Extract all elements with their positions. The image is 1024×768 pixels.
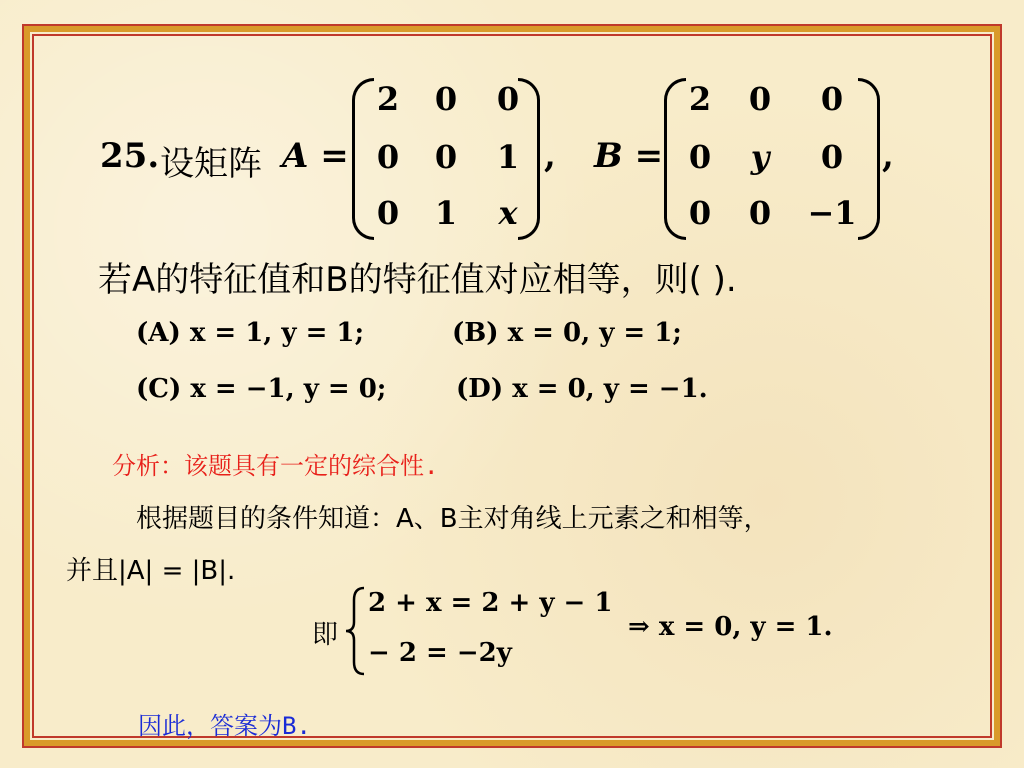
analysis-heading: 分析：该题具有一定的综合性. bbox=[112, 452, 439, 480]
option-c: (C) x = −1, y = 0; bbox=[136, 374, 387, 404]
matrix-a-cell: x bbox=[498, 194, 518, 232]
matrix-b-label: B = bbox=[594, 136, 664, 176]
matrix-a-cell: 0 bbox=[376, 194, 400, 232]
matrix-a-cell: 0 bbox=[496, 80, 520, 118]
matrix-b-cell: −1 bbox=[807, 194, 857, 232]
matrix-a-cell: 0 bbox=[434, 138, 458, 176]
ji-label: 即 bbox=[312, 620, 339, 650]
comma-1: , bbox=[544, 136, 556, 176]
problem-condition: 若A的特征值和B的特征值对应相等，则( ). bbox=[98, 260, 737, 300]
analysis-line-1: 根据题目的条件知道：A、B主对角线上元素之和相等， bbox=[136, 504, 770, 534]
left-brace-icon bbox=[344, 586, 368, 676]
equation-1: 2 + x = 2 + y − 1 bbox=[368, 588, 613, 618]
matrix-a-label: A = bbox=[282, 136, 349, 176]
problem-intro: 设矩阵 bbox=[160, 144, 262, 184]
matrix-b-cell: 0 bbox=[820, 138, 844, 176]
matrix-b-cell: y bbox=[750, 138, 770, 176]
matrix-b-cell: 0 bbox=[688, 194, 712, 232]
matrix-b-cell: 0 bbox=[820, 80, 844, 118]
matrix-a-cell: 0 bbox=[434, 80, 458, 118]
analysis-line-2: 并且|A| = |B|. bbox=[66, 556, 236, 586]
equation-2: − 2 = −2y bbox=[368, 638, 512, 668]
option-a: (A) x = 1, y = 1; bbox=[136, 318, 365, 348]
matrix-a-cell: 2 bbox=[376, 80, 400, 118]
matrix-a-cell: 0 bbox=[376, 138, 400, 176]
matrix-b-cell: 0 bbox=[748, 80, 772, 118]
problem-number: 25. bbox=[100, 136, 160, 176]
matrix-b-cell: 0 bbox=[748, 194, 772, 232]
conclusion: 因此，答案为B. bbox=[138, 712, 311, 740]
equation-result: ⇒ x = 0, y = 1. bbox=[628, 612, 833, 642]
matrix-a-cell: 1 bbox=[496, 138, 520, 176]
option-b: (B) x = 0, y = 1; bbox=[452, 318, 682, 348]
comma-2: , bbox=[882, 136, 894, 176]
matrix-b-cell: 2 bbox=[688, 80, 712, 118]
matrix-a-cell: 1 bbox=[434, 194, 458, 232]
matrix-b-cell: 0 bbox=[688, 138, 712, 176]
option-d: (D) x = 0, y = −1. bbox=[456, 374, 708, 404]
